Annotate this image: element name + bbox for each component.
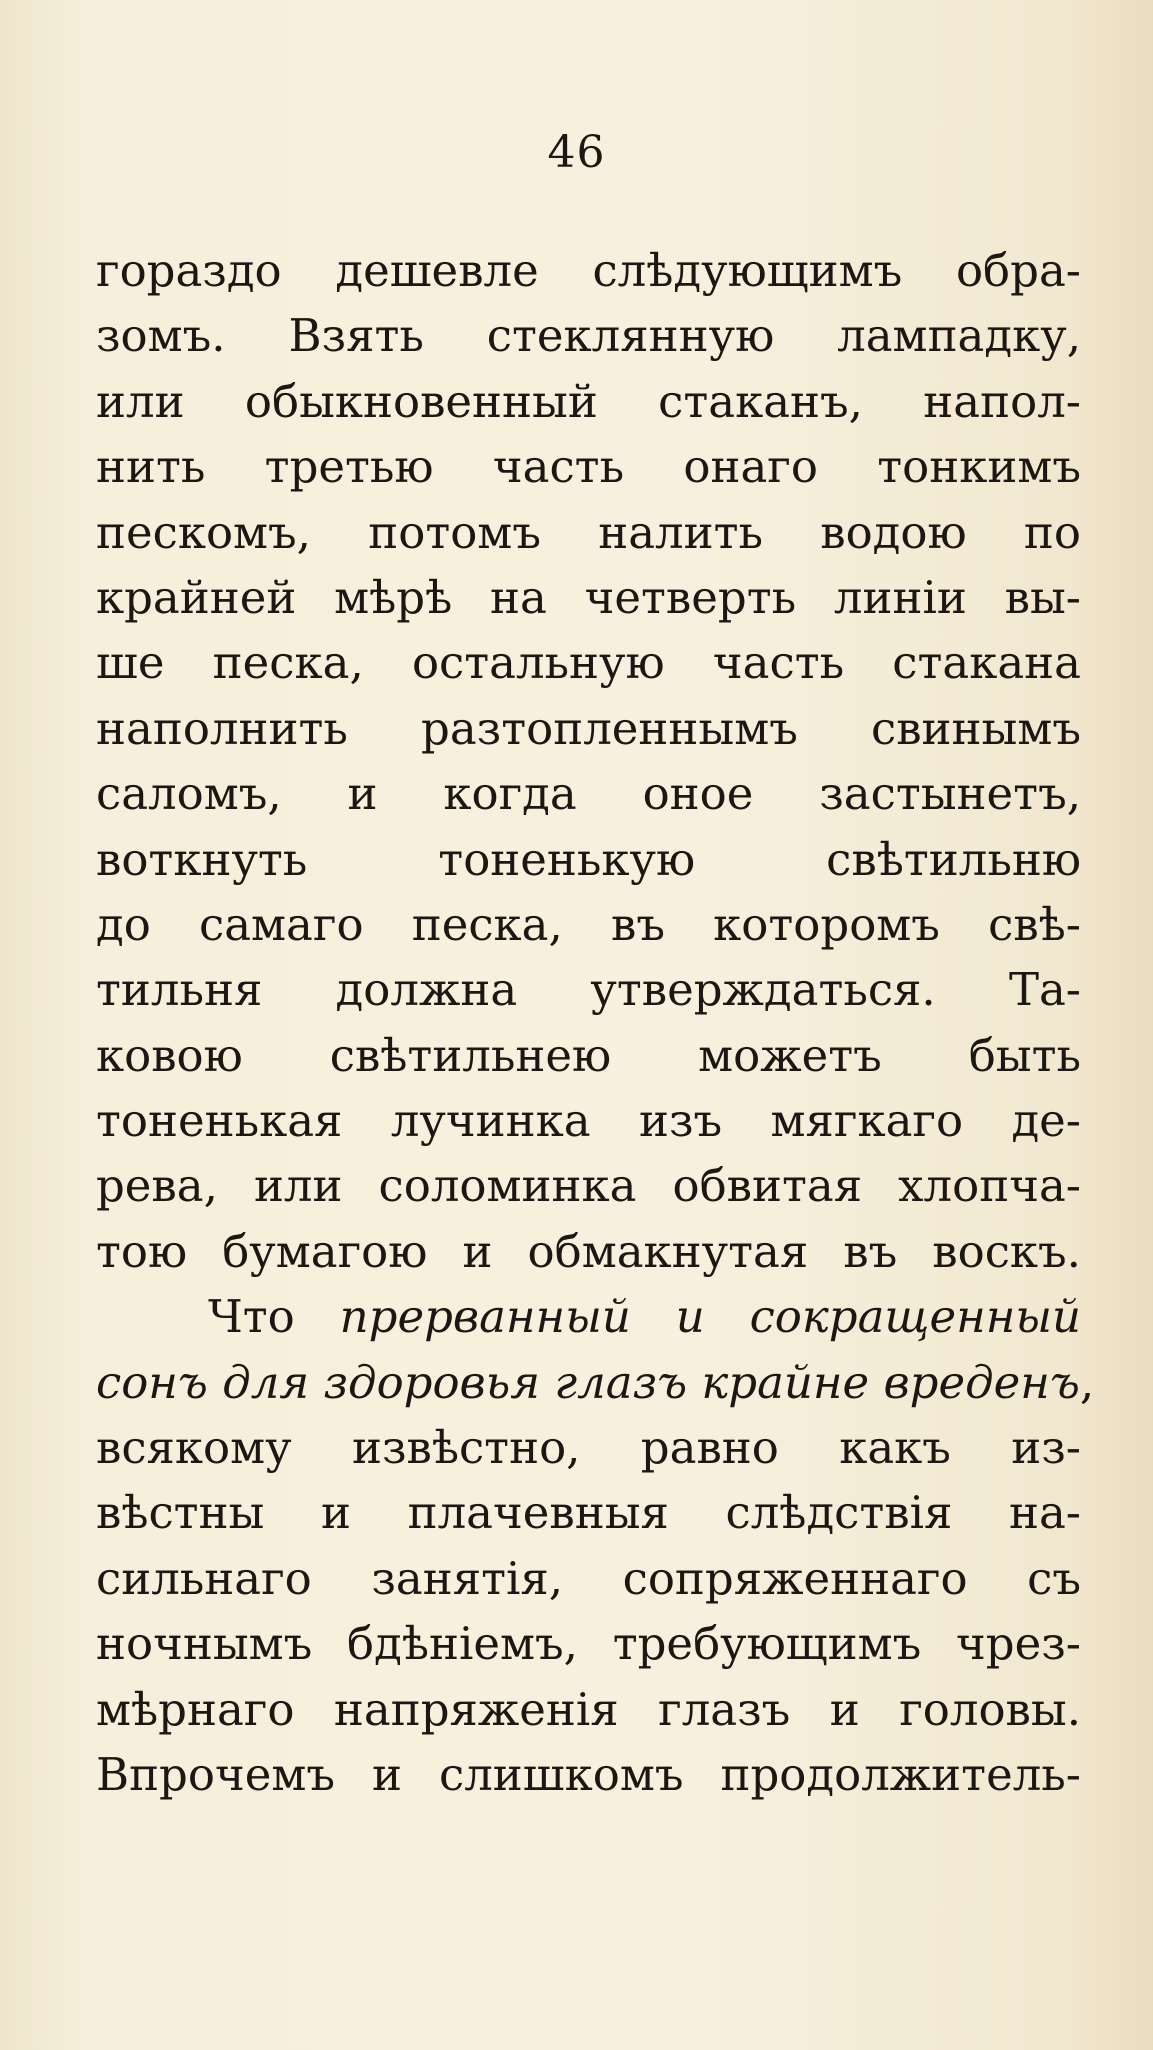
text-line: Впрочемъ и слишкомъ продолжитель- <box>96 1747 1081 1801</box>
page-number: 46 <box>547 127 606 178</box>
text-line-mixed <box>96 1350 1095 1415</box>
text-line: пескомъ, потомъ налить водою по <box>96 505 1081 559</box>
text-line: нить третью часть онаго тонкимъ <box>96 440 1081 494</box>
text-line: тоненькая лучинка изъ мягкаго де- <box>96 1094 1081 1148</box>
text-line: гораздо дешевле слѣдующимъ обра- <box>96 244 1081 297</box>
text-line: до самаго песка, въ которомъ свѣ- <box>96 897 1081 951</box>
text-line: тою бумагою и обмакнутая въ воскъ. <box>96 1224 1081 1278</box>
text-line-mixed <box>96 1284 1081 1349</box>
body-text <box>96 238 1095 1807</box>
text-line-roman: Что <box>208 1290 340 1344</box>
text-line-roman: , <box>1079 1355 1095 1409</box>
text-line: зомъ. Взять стеклянную лампадку, <box>96 309 1081 363</box>
text-line: крайней мѣрѣ на четверть линіи вы- <box>96 570 1081 624</box>
text-line-italic: прерванный и сокращенный <box>339 1290 1081 1344</box>
text-line: или обыкновенный стаканъ, напол- <box>96 374 1081 428</box>
text-line: всякому извѣстно, равно какъ из- <box>96 1421 1081 1475</box>
text-line: рева, или соломинка обвитая хлопча- <box>96 1159 1081 1213</box>
text-line: саломъ, и когда оное застынетъ, <box>96 767 1081 821</box>
text-line: мѣрнаго напряженія глазъ и головы. <box>96 1682 1081 1736</box>
text-line: ковою свѣтильнею можетъ быть <box>96 1028 1081 1082</box>
text-line: воткнуть тоненькую свѣтильню <box>96 832 1081 886</box>
text-line: ночнымъ бдѣніемъ, требующимъ чрез- <box>96 1617 1081 1671</box>
text-line: тильня должна утверждаться. Та- <box>96 963 1081 1017</box>
text-line: наполнить разтопленнымъ свинымъ <box>96 701 1081 755</box>
text-line: вѣстны и плачевныя слѣдствія на- <box>96 1486 1081 1540</box>
text-line-italic: сонъ для здоровья глазъ крайне вреденъ <box>96 1355 1080 1409</box>
text-line: ше песка, остальную часть стакана <box>96 636 1081 690</box>
text-line: сильнаго занятія, сопряженнаго съ <box>96 1551 1081 1605</box>
